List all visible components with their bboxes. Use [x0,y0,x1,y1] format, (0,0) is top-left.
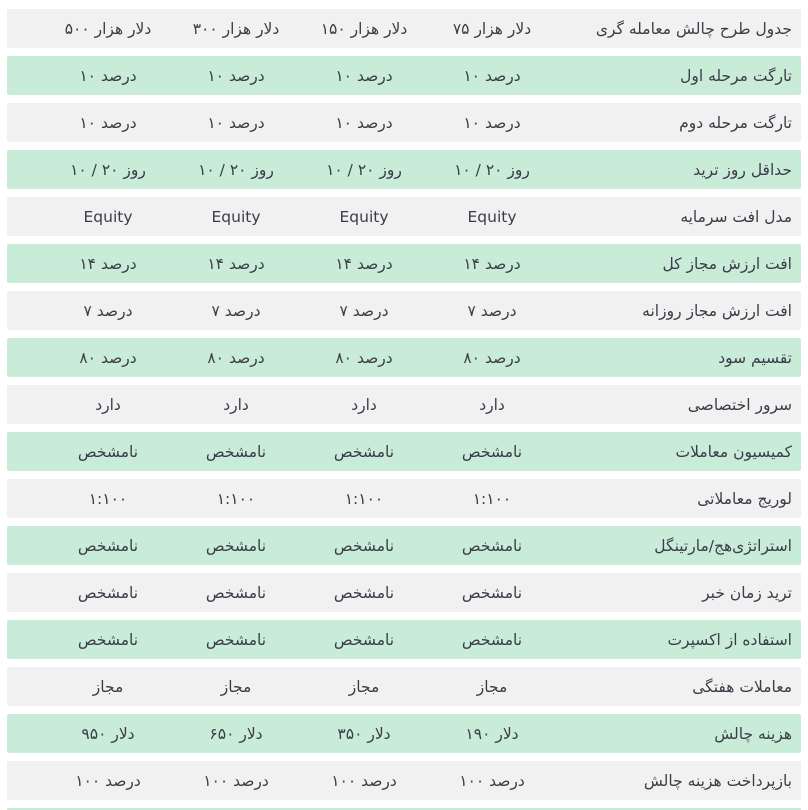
cell-value-500k: ۱۴ درصد [79,254,137,273]
cell-value-300k: مجاز [220,677,252,696]
cell-value-300k: ۶۵۰ دلار [209,724,263,743]
cell-value-500k: ۱۰ / ۲۰ روز [70,160,146,179]
row-label: سرور اختصاصی [687,395,792,414]
cell-value-500k: Equity [83,207,133,226]
cell-value-75k: نامشخص [461,536,523,555]
cell-value-75k: ۱۰۰ درصد [459,771,525,790]
table-row [7,56,801,95]
row-label: لوریج معاملاتی [697,489,792,508]
cell-value-500k: نامشخص [77,536,139,555]
table-body [7,9,801,810]
cell-value-500k: نامشخص [77,630,139,649]
cell-value-75k: ۷۵ هزار‎ دلار [452,19,532,38]
cell-value-300k: نامشخص [205,442,267,461]
table-row [7,197,801,236]
table-row [7,667,801,706]
row-label: معاملات هفتگی [692,677,792,696]
cell-value-300k: ۳۰۰ هزار‎ دلار [192,19,280,38]
cell-value-500k: ۱۰ درصد [79,66,137,85]
cell-value-300k: دارد [223,395,249,414]
row-label: بازپرداخت هزینه چالش [643,771,792,790]
cell-value-150k: ۱۰۰ درصد [331,771,397,790]
row-label: ترید زمان خبر [702,583,792,602]
cell-value-150k: ۸۰ درصد [335,348,393,367]
cell-value-150k: ۱۰ درصد [335,113,393,132]
table-row [7,620,801,659]
cell-value-500k: ۸۰ درصد [79,348,137,367]
cell-value-75k: ۱۰ / ۲۰ روز [454,160,530,179]
cell-value-150k: Equity [339,207,389,226]
row-label: هزینه چالش [714,724,792,743]
cell-value-150k: مجاز [348,677,380,696]
row-label: تارگت مرحله دوم [679,113,792,132]
cell-value-150k: ۱۰ درصد [335,66,393,85]
cell-value-300k: نامشخص [205,630,267,649]
cell-value-500k: دارد [95,395,121,414]
row-label: جدول طرح چالش معامله گری [595,19,792,38]
cell-value-150k: نامشخص [333,536,395,555]
table-row [7,432,801,471]
cell-value-75k: ۱:۱۰۰ [472,489,512,508]
cell-value-75k: نامشخص [461,630,523,649]
cell-value-75k: Equity [467,207,517,226]
cell-value-150k: ۳۵۰ دلار [337,724,391,743]
cell-value-300k: ۷ درصد [211,301,261,320]
cell-value-75k: مجاز [476,677,508,696]
cell-value-150k: نامشخص [333,583,395,602]
row-label: تقسیم سود [718,348,792,367]
table-row [7,338,801,377]
cell-value-500k: ۱۰۰ درصد [75,771,141,790]
table-row [7,714,801,753]
table-row [7,150,801,189]
cell-value-300k: Equity [211,207,261,226]
cell-value-75k: ۱۹۰ دلار [465,724,519,743]
cell-value-500k: ۱:۱۰۰ [88,489,128,508]
cell-value-150k: ۷ درصد [339,301,389,320]
cell-value-500k: ۷ درصد [83,301,133,320]
row-label: مدل افت سرمایه [680,207,792,226]
cell-value-75k: ۱۴ درصد [463,254,521,273]
table-row [7,103,801,142]
cell-value-150k: دارد [351,395,377,414]
cell-value-500k: ۹۵۰ دلار [81,724,135,743]
cell-value-75k: ۱۰ درصد [463,113,521,132]
cell-value-75k: ۸۰ درصد [463,348,521,367]
cell-value-300k: ۱۴ درصد [207,254,265,273]
table-row [7,291,801,330]
cell-value-75k: نامشخص [461,583,523,602]
cell-value-150k: نامشخص [333,442,395,461]
cell-value-300k: ۸۰ درصد [207,348,265,367]
table-row [7,761,801,800]
row-label: استفاده از اکسپرت [667,630,792,649]
cell-value-75k: نامشخص [461,442,523,461]
cell-value-300k: نامشخص [205,536,267,555]
cell-value-300k: ۱۰ درصد [207,66,265,85]
cell-value-150k: ۱۴ درصد [335,254,393,273]
cell-value-150k: ۱۰ / ۲۰ روز [326,160,402,179]
cell-value-75k: ۱۰ درصد [463,66,521,85]
cell-value-300k: ۱۰ درصد [207,113,265,132]
row-label: افت ارزش مجاز روزانه [642,301,792,320]
table-row [7,9,801,48]
cell-value-500k: ۵۰۰ هزار‎ دلار [64,19,152,38]
row-label: کمیسیون معاملات [675,442,792,461]
cell-value-75k: ۷ درصد [467,301,517,320]
cell-value-300k: ۱۰۰ درصد [203,771,269,790]
cell-value-500k: ۱۰ درصد [79,113,137,132]
row-label: استراتژی‌هج/مارتینگل [654,536,792,555]
cell-value-500k: مجاز [92,677,124,696]
cell-value-150k: نامشخص [333,630,395,649]
row-label: افت ارزش مجاز کل [662,254,792,273]
table-row [7,385,801,424]
cell-value-150k: ۱۵۰ هزار‎ دلار [320,19,408,38]
cell-value-300k: ۱:۱۰۰ [216,489,256,508]
cell-value-500k: نامشخص [77,442,139,461]
cell-value-75k: دارد [479,395,505,414]
row-label: تارگت مرحله اول [680,66,792,85]
cell-value-150k: ۱:۱۰۰ [344,489,384,508]
table-row [7,526,801,565]
cell-value-300k: نامشخص [205,583,267,602]
table-row [7,479,801,518]
table-row [7,244,801,283]
cell-value-500k: نامشخص [77,583,139,602]
row-label: حداقل روز ترید [693,160,792,179]
cell-value-300k: ۱۰ / ۲۰ روز [198,160,274,179]
table-row [7,573,801,612]
